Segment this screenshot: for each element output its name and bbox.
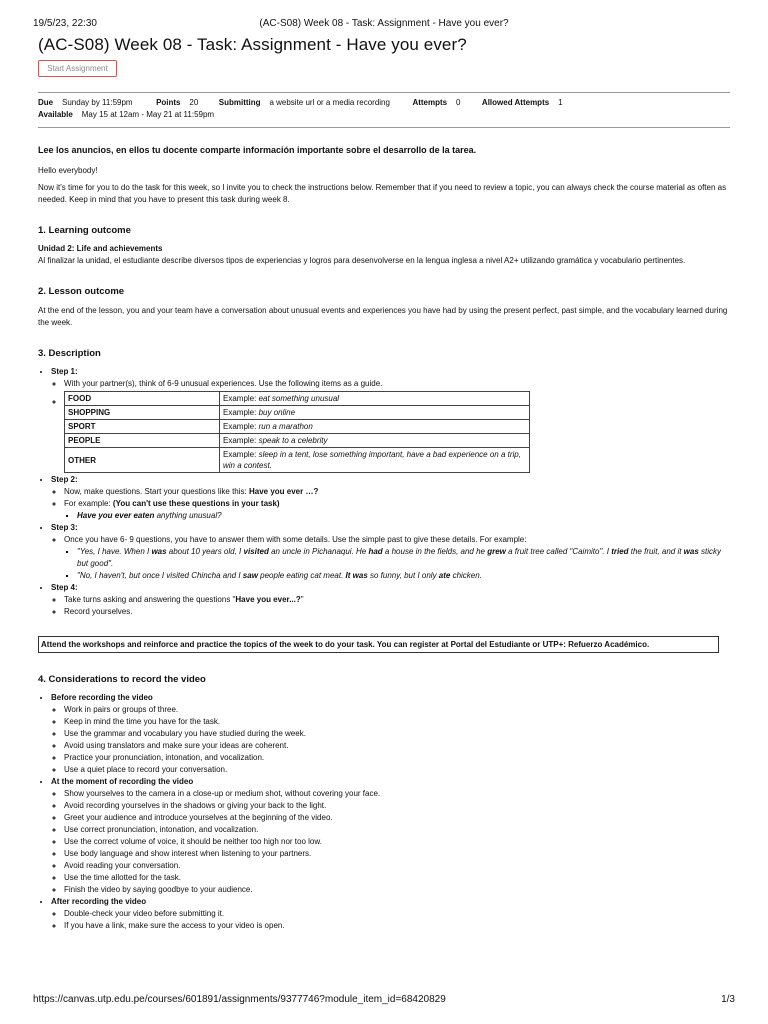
step-2-warning: (You can't use these questions in your task) xyxy=(112,499,280,508)
step-2-question-stem: Have you ever …? xyxy=(248,487,319,496)
learning-outcome-text: Al finalizar la unidad, el estudiante describe diversos tipos de experiencias y logros para desenvolverse en la lengua inglesa a nivel A2+ utilizando gramática y vocabulario pertinentes. xyxy=(38,256,686,265)
example-question-bold: Have you ever eaten xyxy=(77,511,155,520)
table-row xyxy=(65,448,530,473)
step-2-text: Now, make questions. Start your questions like this: xyxy=(64,487,249,496)
list-item: ◦ Avoid reading your conversation. xyxy=(64,860,728,872)
section-title-lesson-outcome: 2. Lesson outcome xyxy=(38,286,125,297)
list-item: ◦ Use the grammar and vocabulary you have studied during the week. xyxy=(64,728,728,740)
section-title-learning-outcome: 1. Learning outcome xyxy=(38,225,131,236)
list-item: ◦ Work in pairs or groups of three. xyxy=(64,704,728,716)
list-item xyxy=(77,546,728,570)
list-item xyxy=(64,391,728,473)
availability-row xyxy=(38,110,214,119)
list-item: ◦ Double-check your video before submitting it. xyxy=(64,908,728,920)
print-date: 19/5/23, 22:30 xyxy=(33,18,97,29)
greeting: Hello everybody! xyxy=(38,166,98,175)
divider xyxy=(38,127,730,128)
print-url: https://canvas.utp.edu.pe/courses/601891/assignments/9377746?module_item_id=68420829 xyxy=(33,994,446,1005)
table-cell-category: PEOPLE xyxy=(65,434,220,448)
assignment-details-row xyxy=(38,98,563,107)
list-item xyxy=(51,896,728,932)
list-item: ◦ Use a quiet place to record your conversation. xyxy=(64,764,728,776)
submitting-value: a website url or a media recording xyxy=(269,98,390,107)
moment-recording-title: At the moment of recording the video xyxy=(51,777,194,786)
workshop-notice: Attend the workshops and reinforce and practice the topics of the week to do your task. You can register at Portal del Estudiante or UTP+: Refuerzo Académico. xyxy=(38,636,719,653)
before-recording-list xyxy=(51,704,728,776)
list-item: ◦ Take turns asking and answering the questions "Have you ever...?" xyxy=(64,594,728,606)
experience-guide-table xyxy=(64,391,530,473)
divider xyxy=(38,92,730,93)
before-recording-title: Before recording the video xyxy=(51,693,153,702)
assignment-description xyxy=(38,140,728,932)
list-item: ◦ Keep in mind the time you have for the task. xyxy=(64,716,728,728)
list-item: ◦ If you have a link, make sure the access to your video is open. xyxy=(64,920,728,932)
step-1-label: Step 1: xyxy=(51,367,78,376)
due-value: Sunday by 11:59pm xyxy=(62,98,133,107)
page-title: (AC-S08) Week 08 - Task: Assignment - Have you ever? xyxy=(38,35,467,54)
table-cell-example: Example: run a marathon xyxy=(220,420,530,434)
example-answer-2: "No, I haven't, but once I visited Chincha and I saw people eating cat meat. It was so funny, but I only ate chicken. xyxy=(77,571,482,580)
list-item: ◦ Use body language and show interest when listening to your partners. xyxy=(64,848,728,860)
available-value: May 15 at 12am - May 21 at 11:59pm xyxy=(81,110,215,119)
list-item: ◦ Avoid recording yourselves in the shadows or giving your back to the light. xyxy=(64,800,728,812)
page-number: 1/3 xyxy=(721,994,735,1005)
list-item: ◦ Use the correct volume of voice, it should be neither too high nor too low. xyxy=(64,836,728,848)
print-title: (AC-S08) Week 08 - Task: Assignment - Have you ever? xyxy=(259,18,509,29)
table-cell-category: ◦ FOOD xyxy=(65,392,220,406)
table-cell-example: Example: speak to a celebrity xyxy=(220,434,530,448)
step-2-example-text: For example: xyxy=(64,499,113,508)
table-cell-example: Example: sleep in a tent, lose something important, have a bad experience on a trip, win a contest. xyxy=(220,448,530,473)
list-item xyxy=(64,498,728,522)
list-item xyxy=(51,474,728,522)
list-item xyxy=(64,486,728,498)
allowed-attempts-value: 1 xyxy=(558,98,563,107)
table-cell-example: Example: buy online xyxy=(220,406,530,420)
list-item: ◦ Show yourselves to the camera in a close-up or medium shot, without covering your face. xyxy=(64,788,728,800)
intro-paragraph: Now it's time for you to do the task for this week, so I invite you to check the instructions below. Remember that if you need to review a topic, you can always check the course material as often as needed. Keep in mind that you have to present this task during week 8. xyxy=(38,183,727,204)
list-item: ◦ Use the time allotted for the task. xyxy=(64,872,728,884)
list-item xyxy=(51,366,728,473)
list-item xyxy=(51,776,728,896)
step-3-label: Step 3: xyxy=(51,523,78,532)
step-3-text: Once you have 6- 9 questions, you have to answer them with some details. Use the simple past to give these details. For example: xyxy=(64,535,527,544)
attempts-value: 0 xyxy=(456,98,461,107)
print-footer xyxy=(33,994,735,1006)
table-row xyxy=(65,406,530,420)
after-recording-title: After recording the video xyxy=(51,897,147,906)
list-item xyxy=(77,570,728,582)
list-item: ◦ Greet your audience and introduce yourselves at the beginning of the video. xyxy=(64,812,728,824)
list-item xyxy=(77,510,728,522)
list-item: ◦ Finish the video by saying goodbye to your audience. xyxy=(64,884,728,896)
lesson-outcome-text: At the end of the lesson, you and your team have a conversation about unusual events and experiences you have had by using the present perfect, past simple, and the vocabulary learned during the week. xyxy=(38,306,728,327)
list-item xyxy=(51,522,728,582)
due-label: Due xyxy=(38,98,54,107)
moment-recording-list xyxy=(51,788,728,896)
points-value: 20 xyxy=(189,98,199,107)
table-row xyxy=(65,434,530,448)
table-cell-category: SHOPPING xyxy=(65,406,220,420)
table-row xyxy=(65,420,530,434)
list-item: ◦ With your partner(s), think of 6-9 unusual experiences. Use the following items as a guide. xyxy=(64,378,728,390)
section-title-description: 3. Description xyxy=(38,348,101,359)
table-row xyxy=(65,392,530,406)
example-answer-1: "Yes, I have. When I was about 10 years old, I visited an uncle in Pichanaqui. He had a house in the fields, and he grew a fruit tree called "Caimito". I tried the fruit, and it was sticky but good". xyxy=(77,547,722,568)
considerations-list xyxy=(38,692,728,932)
list-item: ◦ Record yourselves. xyxy=(64,606,728,618)
step-2-label: Step 2: xyxy=(51,475,78,484)
list-item: ◦ Practice your pronunciation, intonation, and vocalization. xyxy=(64,752,728,764)
submitting-label: Submitting xyxy=(218,98,261,107)
available-label: Available xyxy=(38,110,73,119)
steps-list xyxy=(38,366,728,618)
table-cell-example: Example: eat something unusual xyxy=(220,392,530,406)
list-item xyxy=(51,692,728,776)
example-question-rest: anything unusual? xyxy=(154,511,222,520)
print-header xyxy=(33,18,735,30)
list-item xyxy=(64,534,728,582)
list-item xyxy=(51,582,728,618)
step-4-label: Step 4: xyxy=(51,583,78,592)
section-title-considerations: 4. Considerations to record the video xyxy=(38,674,206,685)
list-item: ◦ Avoid using translators and make sure your ideas are coherent. xyxy=(64,740,728,752)
unit-title: Unidad 2: Life and achievements xyxy=(38,244,163,253)
attempts-label: Attempts xyxy=(412,98,448,107)
points-label: Points xyxy=(156,98,181,107)
table-cell-category: OTHER xyxy=(65,448,220,473)
after-recording-list xyxy=(51,908,728,932)
list-item: ◦ Use correct pronunciation, intonation, and vocalization. xyxy=(64,824,728,836)
table-cell-category: SPORT xyxy=(65,420,220,434)
start-assignment-button[interactable]: Start Assignment xyxy=(38,60,117,77)
allowed-attempts-label: Allowed Attempts xyxy=(481,98,550,107)
announcement-note: Lee los anuncios, en ellos tu docente comparte información importante sobre el desarrollo de la tarea. xyxy=(38,145,477,155)
